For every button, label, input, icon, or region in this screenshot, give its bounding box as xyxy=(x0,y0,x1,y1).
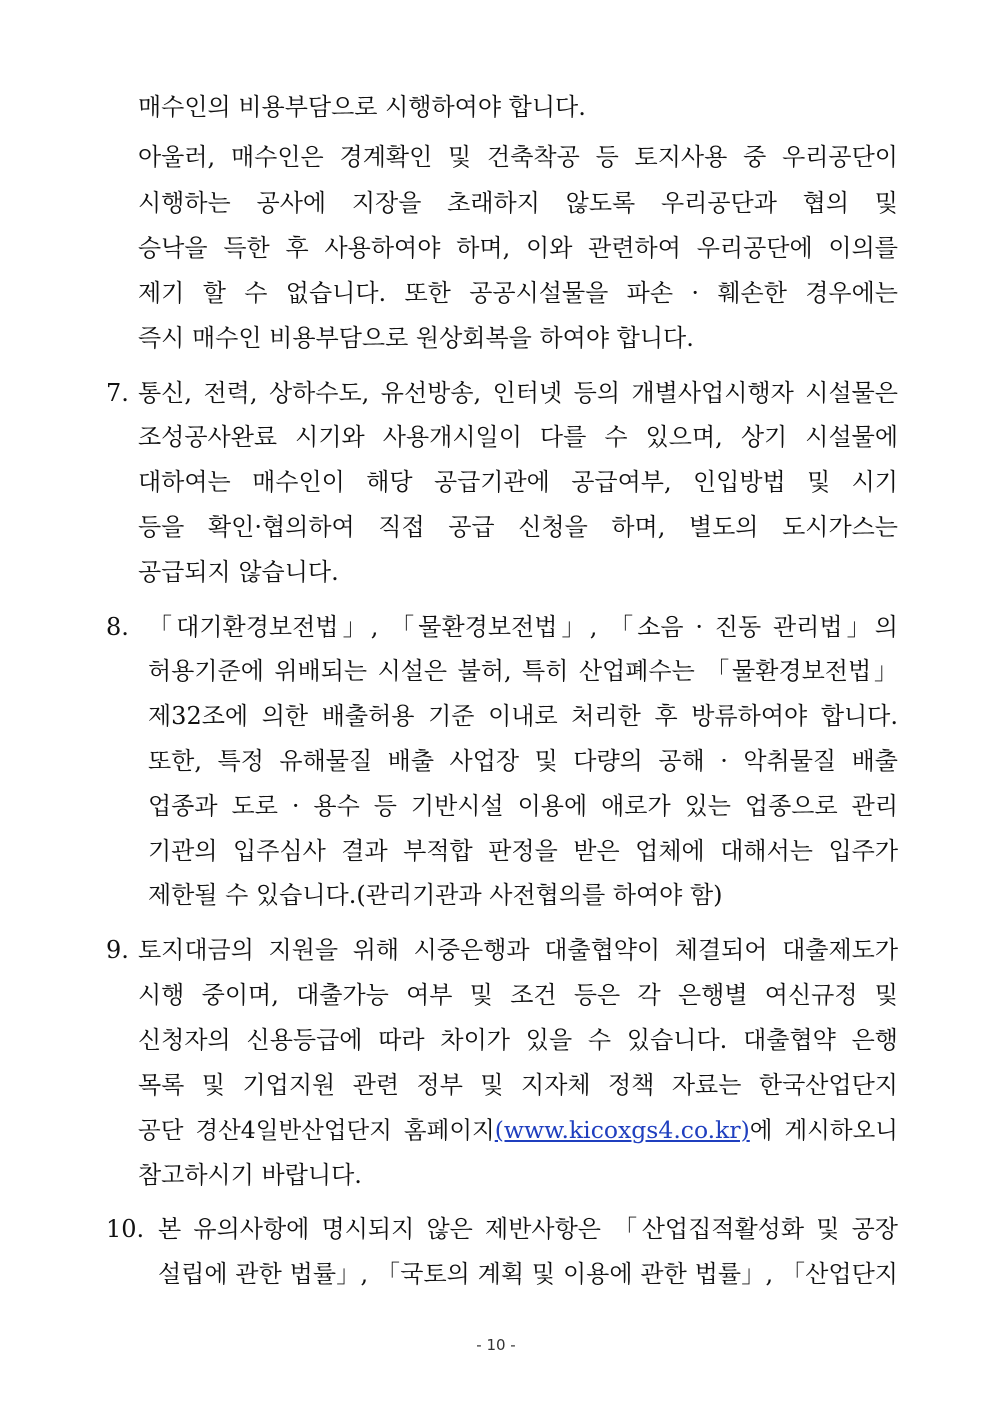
paragraph-line: 제기 할 수 없습니다. 또한 공공시설물을 파손 · 훼손한 경우에는 xyxy=(138,279,898,307)
paragraph-line: 「대기환경보전법」, 「물환경보전법」, 「소음 · 진동 관리법」의 xyxy=(148,613,898,641)
item-number: 8. xyxy=(106,613,129,641)
paragraph-line: 설립에 관한 법률」, 「국토의 계획 및 이용에 관한 법률」, 「산업단지 xyxy=(158,1260,898,1288)
paragraph-line: 매수인의 비용부담으로 시행하여야 합니다. xyxy=(138,93,586,121)
item-number: 7. xyxy=(106,379,129,407)
paragraph-line: 본 유의사항에 명시되지 않은 제반사항은 「산업집적활성화 및 공장 xyxy=(158,1215,898,1243)
paragraph-line: 신청자의 신용등급에 따라 차이가 있을 수 있습니다. 대출협약 은행 xyxy=(138,1026,898,1054)
paragraph-line: 공급되지 않습니다. xyxy=(138,558,339,586)
item-number: 10. xyxy=(106,1215,145,1243)
paragraph-line: 토지대금의 지원을 위해 시중은행과 대출협약이 체결되어 대출제도가 xyxy=(138,936,898,964)
page-number: - 10 - xyxy=(476,1336,516,1354)
link-suffix-text: 에 게시하오니 xyxy=(749,1116,898,1144)
homepage-link[interactable]: (www.kicoxgs4.co.kr) xyxy=(494,1116,750,1144)
paragraph-line: 제32조에 의한 배출허용 기준 이내로 처리한 후 방류하여야 합니다. xyxy=(148,702,898,730)
paragraph-line: 시행하는 공사에 지장을 초래하지 않도록 우리공단과 협의 및 xyxy=(138,189,898,217)
link-prefix-text: 공단 경산4일반산업단지 홈페이지 xyxy=(138,1116,495,1144)
paragraph-line: 통신, 전력, 상하수도, 유선방송, 인터넷 등의 개별사업시행자 시설물은 xyxy=(138,379,898,407)
paragraph-line: 또한, 특정 유해물질 배출 사업장 및 다량의 공해 · 악취물질 배출 xyxy=(148,747,898,775)
paragraph-line: 참고하시기 바랍니다. xyxy=(138,1161,362,1189)
paragraph-line: 제한될 수 있습니다.(관리기관과 사전협의를 하여야 함) xyxy=(148,881,723,909)
paragraph-line: 승낙을 득한 후 사용하여야 하며, 이와 관련하여 우리공단에 이의를 xyxy=(138,234,898,262)
paragraph-line: 아울러, 매수인은 경계확인 및 건축착공 등 토지사용 중 우리공단이 xyxy=(138,143,898,171)
paragraph-line: 업종과 도로 · 용수 등 기반시설 이용에 애로가 있는 업종으로 관리 xyxy=(148,792,898,820)
paragraph-line: 시행 중이며, 대출가능 여부 및 조건 등은 각 은행별 여신규정 및 xyxy=(138,981,898,1009)
paragraph-line: 즉시 매수인 비용부담으로 원상회복을 하여야 합니다. xyxy=(138,324,694,352)
paragraph-line: 등을 확인·협의하여 직접 공급 신청을 하며, 별도의 도시가스는 xyxy=(138,513,898,541)
paragraph-line: 대하여는 매수인이 해당 공급기관에 공급여부, 인입방법 및 시기 xyxy=(138,468,898,496)
paragraph-line-with-link xyxy=(138,1115,898,1145)
paragraph-line: 허용기준에 위배되는 시설은 불허, 특히 산업폐수는 「물환경보전법」 xyxy=(148,657,898,685)
paragraph-line: 조성공사완료 시기와 사용개시일이 다를 수 있으며, 상기 시설물에 xyxy=(138,423,898,451)
paragraph-line: 기관의 입주심사 결과 부적합 판정을 받은 업체에 대해서는 입주가 xyxy=(148,837,898,865)
item-number: 9. xyxy=(106,936,129,964)
paragraph-line: 목록 및 기업지원 관련 정부 및 지자체 정책 자료는 한국산업단지 xyxy=(138,1071,898,1099)
